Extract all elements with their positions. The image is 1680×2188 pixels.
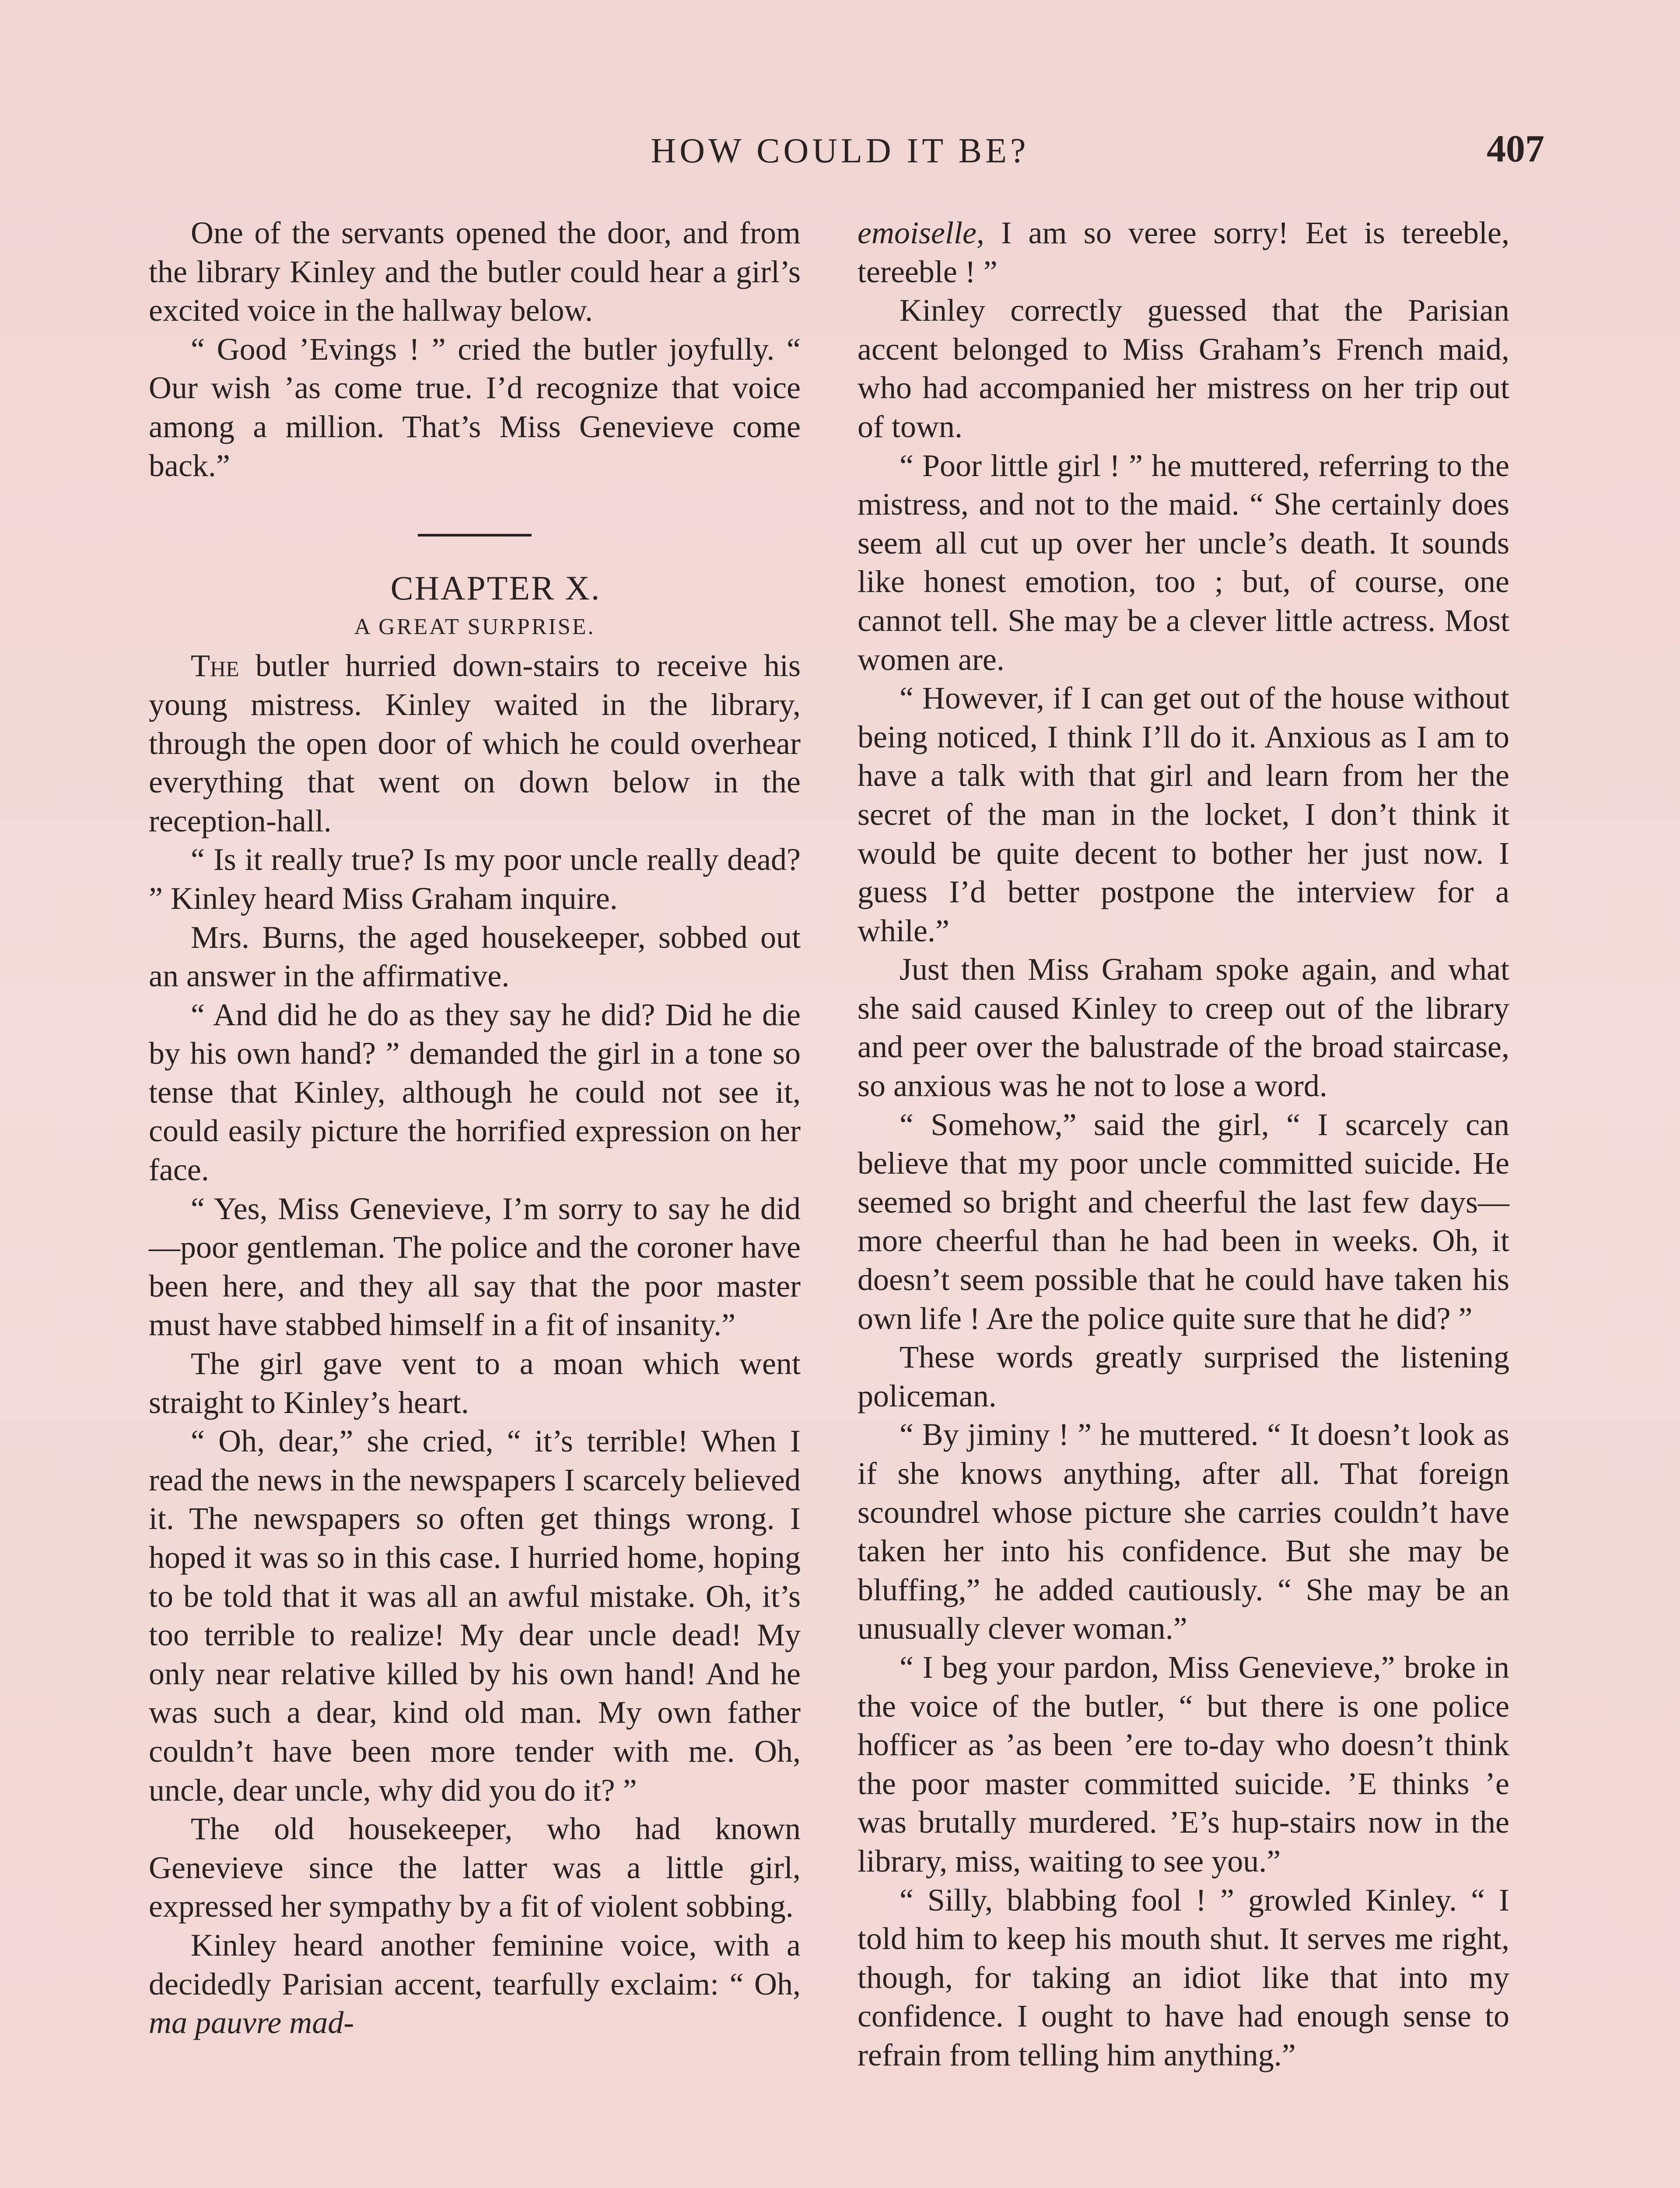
paragraph: “ By jiminy ! ” he muttered. “ It doesn’t look as if she knows anything, after all. That foreign scoundrel whose picture she carries couldn’t have taken her into his confidence. But she may be bluffing,” he added cautiously. “ She may be an unusually clever woman.” xyxy=(858,1417,1509,1646)
paragraph-continuation xyxy=(858,214,1509,291)
paragraph: “ Yes, Miss Genevieve, I’m sorry to say he did—poor gentleman. The police and the coroner have been here, and they all say that the poor master must have stabbed himself in a fit of insanity.” xyxy=(149,1191,801,1343)
opening-word: The xyxy=(191,648,239,684)
paragraph: The old housekeeper, who had known Genevieve since the latter was a little girl, expressed her sympathy by a fit of violent sobbing. xyxy=(149,1811,801,1924)
left-column xyxy=(149,214,801,2042)
section-divider xyxy=(418,534,532,536)
italic-phrase: emoiselle, xyxy=(858,215,984,250)
italic-phrase: ma pauvre mad- xyxy=(149,2005,354,2041)
chapter-opening-paragraph xyxy=(149,646,801,840)
paragraph: The girl gave vent to a moan which went straight to Kinley’s heart. xyxy=(149,1346,801,1420)
paragraph-text: Kinley heard another feminine voice, with a decidedly Parisian accent, tearfully exclaim: “ Oh, xyxy=(149,1927,801,2002)
paragraph: “ Somehow,” said the girl, “ I scarcely can believe that my poor uncle committed suicide. He seemed so bright and cheerful the last few days—more cheerful than he had been in weeks. Oh, it doesn’t seem possible that he could have taken his own life ! Are the police quite sure that he did? ” xyxy=(858,1107,1509,1336)
paragraph: Just then Miss Graham spoke again, and what she said caused Kinley to creep out of the library and peer over the balustrade of the broad staircase, so anxious was he not to lose a word. xyxy=(858,952,1509,1104)
paragraph: “ Good ’Evings ! ” cried the butler joyfully. “ Our wish ’as come true. I’d recognize that voice among a million. That’s Miss Genevieve come back.” xyxy=(149,331,801,483)
paragraph xyxy=(149,1926,801,2042)
right-column xyxy=(858,214,1509,2075)
paragraph-text: I am so veree sorry! Eet is tereeble, tereeble ! ” xyxy=(858,215,1509,289)
paragraph: “ Oh, dear,” she cried, “ it’s terrible! When I read the news in the newspapers I scarcely believed it. The newspapers so often get things wrong. I hoped it was so in this case. I hurried home, hoping to be told that it was all an awful mistake. Oh, it’s too terrible to realize! My dear uncle dead! My only near relative killed by his own hand! And he was such a dear, kind old man. My own father couldn’t have been more tender with me. Oh, uncle, dear uncle, why did you do it? ” xyxy=(149,1424,801,1808)
paragraph: “ However, if I can get out of the house without being noticed, I think I’ll do it. Anxious as I am to have a talk with that girl and learn from her the secret of the man in the locket, I don’t think it would be quite decent to bother her just now. I guess I’d better postpone the interview for a while.” xyxy=(858,680,1509,948)
paragraph: Kinley correctly guessed that the Parisian accent belonged to Miss Graham’s French maid, who had accompanied her mistress on her trip out of town. xyxy=(858,293,1509,444)
paragraph: These words greatly surprised the listening policeman. xyxy=(858,1339,1509,1413)
paragraph: “ Is it really true? Is my poor uncle really dead? ” Kinley heard Miss Graham inquire. xyxy=(149,842,801,916)
paragraph: Mrs. Burns, the aged housekeeper, sobbed out an answer in the affirmative. xyxy=(149,919,801,994)
paragraph: “ I beg your pardon, Miss Genevieve,” broke in the voice of the butler, “ but there is one police hofficer as ’as been ’ere to-day who doesn’t think the poor master committed suicide. ’E thinks ’e was brutally murdered. ’E’s hup-stairs now in the library, miss, waiting to see you.” xyxy=(858,1649,1509,1879)
paragraph: “ And did he do as they say he did? Did he die by his own hand? ” demanded the girl in a tone so tense that Kinley, although he could not see it, could easily picture the horrified expression on her face. xyxy=(149,997,801,1188)
opening-paragraph-text: butler hurried down-stairs to receive his young mistress. Kinley waited in the library, through the open door of which he could overhear everything that went on down below in the reception-hall. xyxy=(149,648,801,838)
running-header: HOW COULD IT BE? xyxy=(651,132,1029,170)
page-number: 407 xyxy=(1487,128,1544,170)
paragraph: “ Poor little girl ! ” he muttered, referring to the mistress, and not to the maid. “ She certainly does seem all cut up over her uncle’s death. It sounds like honest emotion, too ; but, of course, one cannot tell. She may be a clever little actress. Most women are. xyxy=(858,448,1509,677)
paragraph: “ Silly, blabbing fool ! ” growled Kinley. “ I told him to keep his mouth shut. It serves me right, though, for taking an idiot like that into my confidence. I ought to have had enough sense to refrain from telling him anything.” xyxy=(858,1882,1509,2072)
chapter-title: CHAPTER X. xyxy=(390,569,601,607)
paragraph: One of the servants opened the door, and from the library Kinley and the butler could hear a girl’s excited voice in the hallway below. xyxy=(149,215,801,328)
chapter-subtitle: A GREAT SURPRISE. xyxy=(354,614,595,639)
